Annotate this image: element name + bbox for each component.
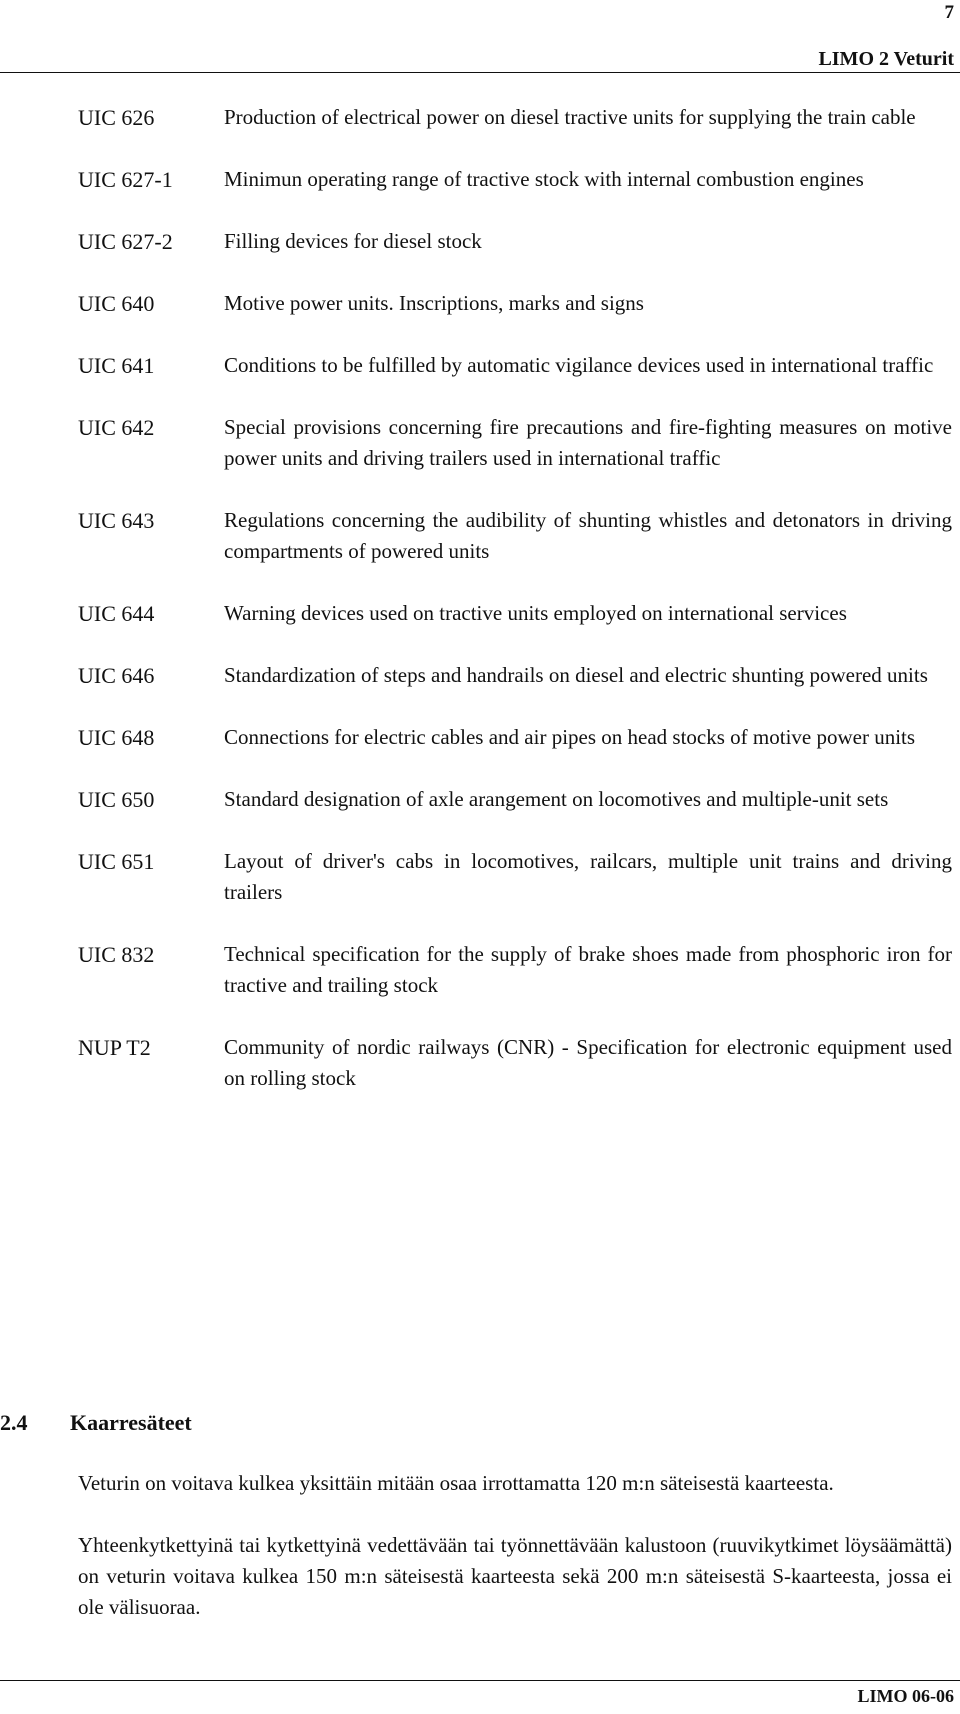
section-curve-radii: [0, 1408, 952, 1654]
section-paragraph: Veturin on voitava kulkea yksittäin mitään osaa irrottamatta 120 m:n säteisestä kaarteesta.: [78, 1471, 834, 1495]
footer-divider: [0, 1680, 960, 1681]
reference-title: Special provisions concerning fire precautions and fire-fighting measures on motive power units and driving trailers used in international traffic: [224, 415, 952, 470]
reference-code: UIC 641: [78, 353, 155, 378]
reference-code: UIC 627-1: [78, 167, 173, 192]
reference-title: Community of nordic railways (CNR) - Specification for electronic equipment used on rolling stock: [224, 1035, 952, 1090]
section-paragraph: Yhteenkytkettyinä tai kytkettyinä vedettävään tai työnnettävään kalustoon (ruuvikytkimet löysäämättä) on veturin voitava kulkea 150 m:n säteisestä kaarteesta sekä 200 m:n säteisestä S-kaarteesta, jossa ei ole välisuoraa.: [78, 1533, 952, 1619]
reference-row: [78, 598, 952, 629]
reference-title: Motive power units. Inscriptions, marks and signs: [224, 291, 644, 315]
section-title: Kaarresäteet: [70, 1410, 192, 1435]
reference-row: [78, 164, 952, 195]
reference-row: [78, 660, 952, 691]
reference-code: UIC 626: [78, 105, 155, 130]
reference-row: [78, 1032, 952, 1094]
reference-title: Filling devices for diesel stock: [224, 229, 482, 253]
reference-row: [78, 226, 952, 257]
reference-title: Standardization of steps and handrails on diesel and electric shunting powered units: [224, 663, 928, 687]
reference-row: [78, 939, 952, 1001]
reference-code: UIC 642: [78, 415, 155, 440]
footer-document-code: LIMO 06-06: [857, 1686, 954, 1706]
header-divider: [0, 72, 960, 73]
page-number: 7: [944, 2, 954, 23]
reference-title: Minimun operating range of tractive stock with internal combustion engines: [224, 167, 864, 191]
reference-row: [78, 102, 952, 133]
reference-code: UIC 646: [78, 663, 155, 688]
reference-row: [78, 412, 952, 474]
reference-row: [78, 288, 952, 319]
reference-code: UIC 644: [78, 601, 155, 626]
reference-code: NUP T2: [78, 1035, 151, 1060]
section-heading: [0, 1408, 952, 1438]
reference-row: [78, 784, 952, 815]
reference-code: UIC 648: [78, 725, 155, 750]
section-body: [78, 1468, 952, 1623]
reference-row: [78, 350, 952, 381]
reference-title: Standard designation of axle arangement on locomotives and multiple-unit sets: [224, 787, 889, 811]
reference-title: Regulations concerning the audibility of shunting whistles and detonators in driving compartments of powered units: [224, 508, 952, 563]
reference-title: Conditions to be fulfilled by automatic vigilance devices used in international traffic: [224, 353, 934, 377]
reference-code: UIC 627-2: [78, 229, 173, 254]
reference-code: UIC 640: [78, 291, 155, 316]
reference-list: [78, 102, 952, 1125]
reference-title: Production of electrical power on diesel tractive units for supplying the train cable: [224, 105, 916, 129]
reference-row: [78, 722, 952, 753]
header-title: LIMO 2 Veturit: [818, 48, 954, 70]
reference-code: UIC 651: [78, 849, 155, 874]
reference-title: Connections for electric cables and air pipes on head stocks of motive power units: [224, 725, 916, 749]
reference-title: Layout of driver's cabs in locomotives, railcars, multiple unit trains and driving trailers: [224, 849, 952, 904]
section-number: 2.4: [0, 1410, 28, 1435]
reference-title: Warning devices used on tractive units employed on international services: [224, 601, 847, 625]
reference-code: UIC 643: [78, 508, 155, 533]
reference-row: [78, 846, 952, 908]
reference-code: UIC 832: [78, 942, 155, 967]
reference-code: UIC 650: [78, 787, 155, 812]
reference-row: [78, 505, 952, 567]
reference-title: Technical specification for the supply of brake shoes made from phosphoric iron for tractive and trailing stock: [224, 942, 952, 997]
